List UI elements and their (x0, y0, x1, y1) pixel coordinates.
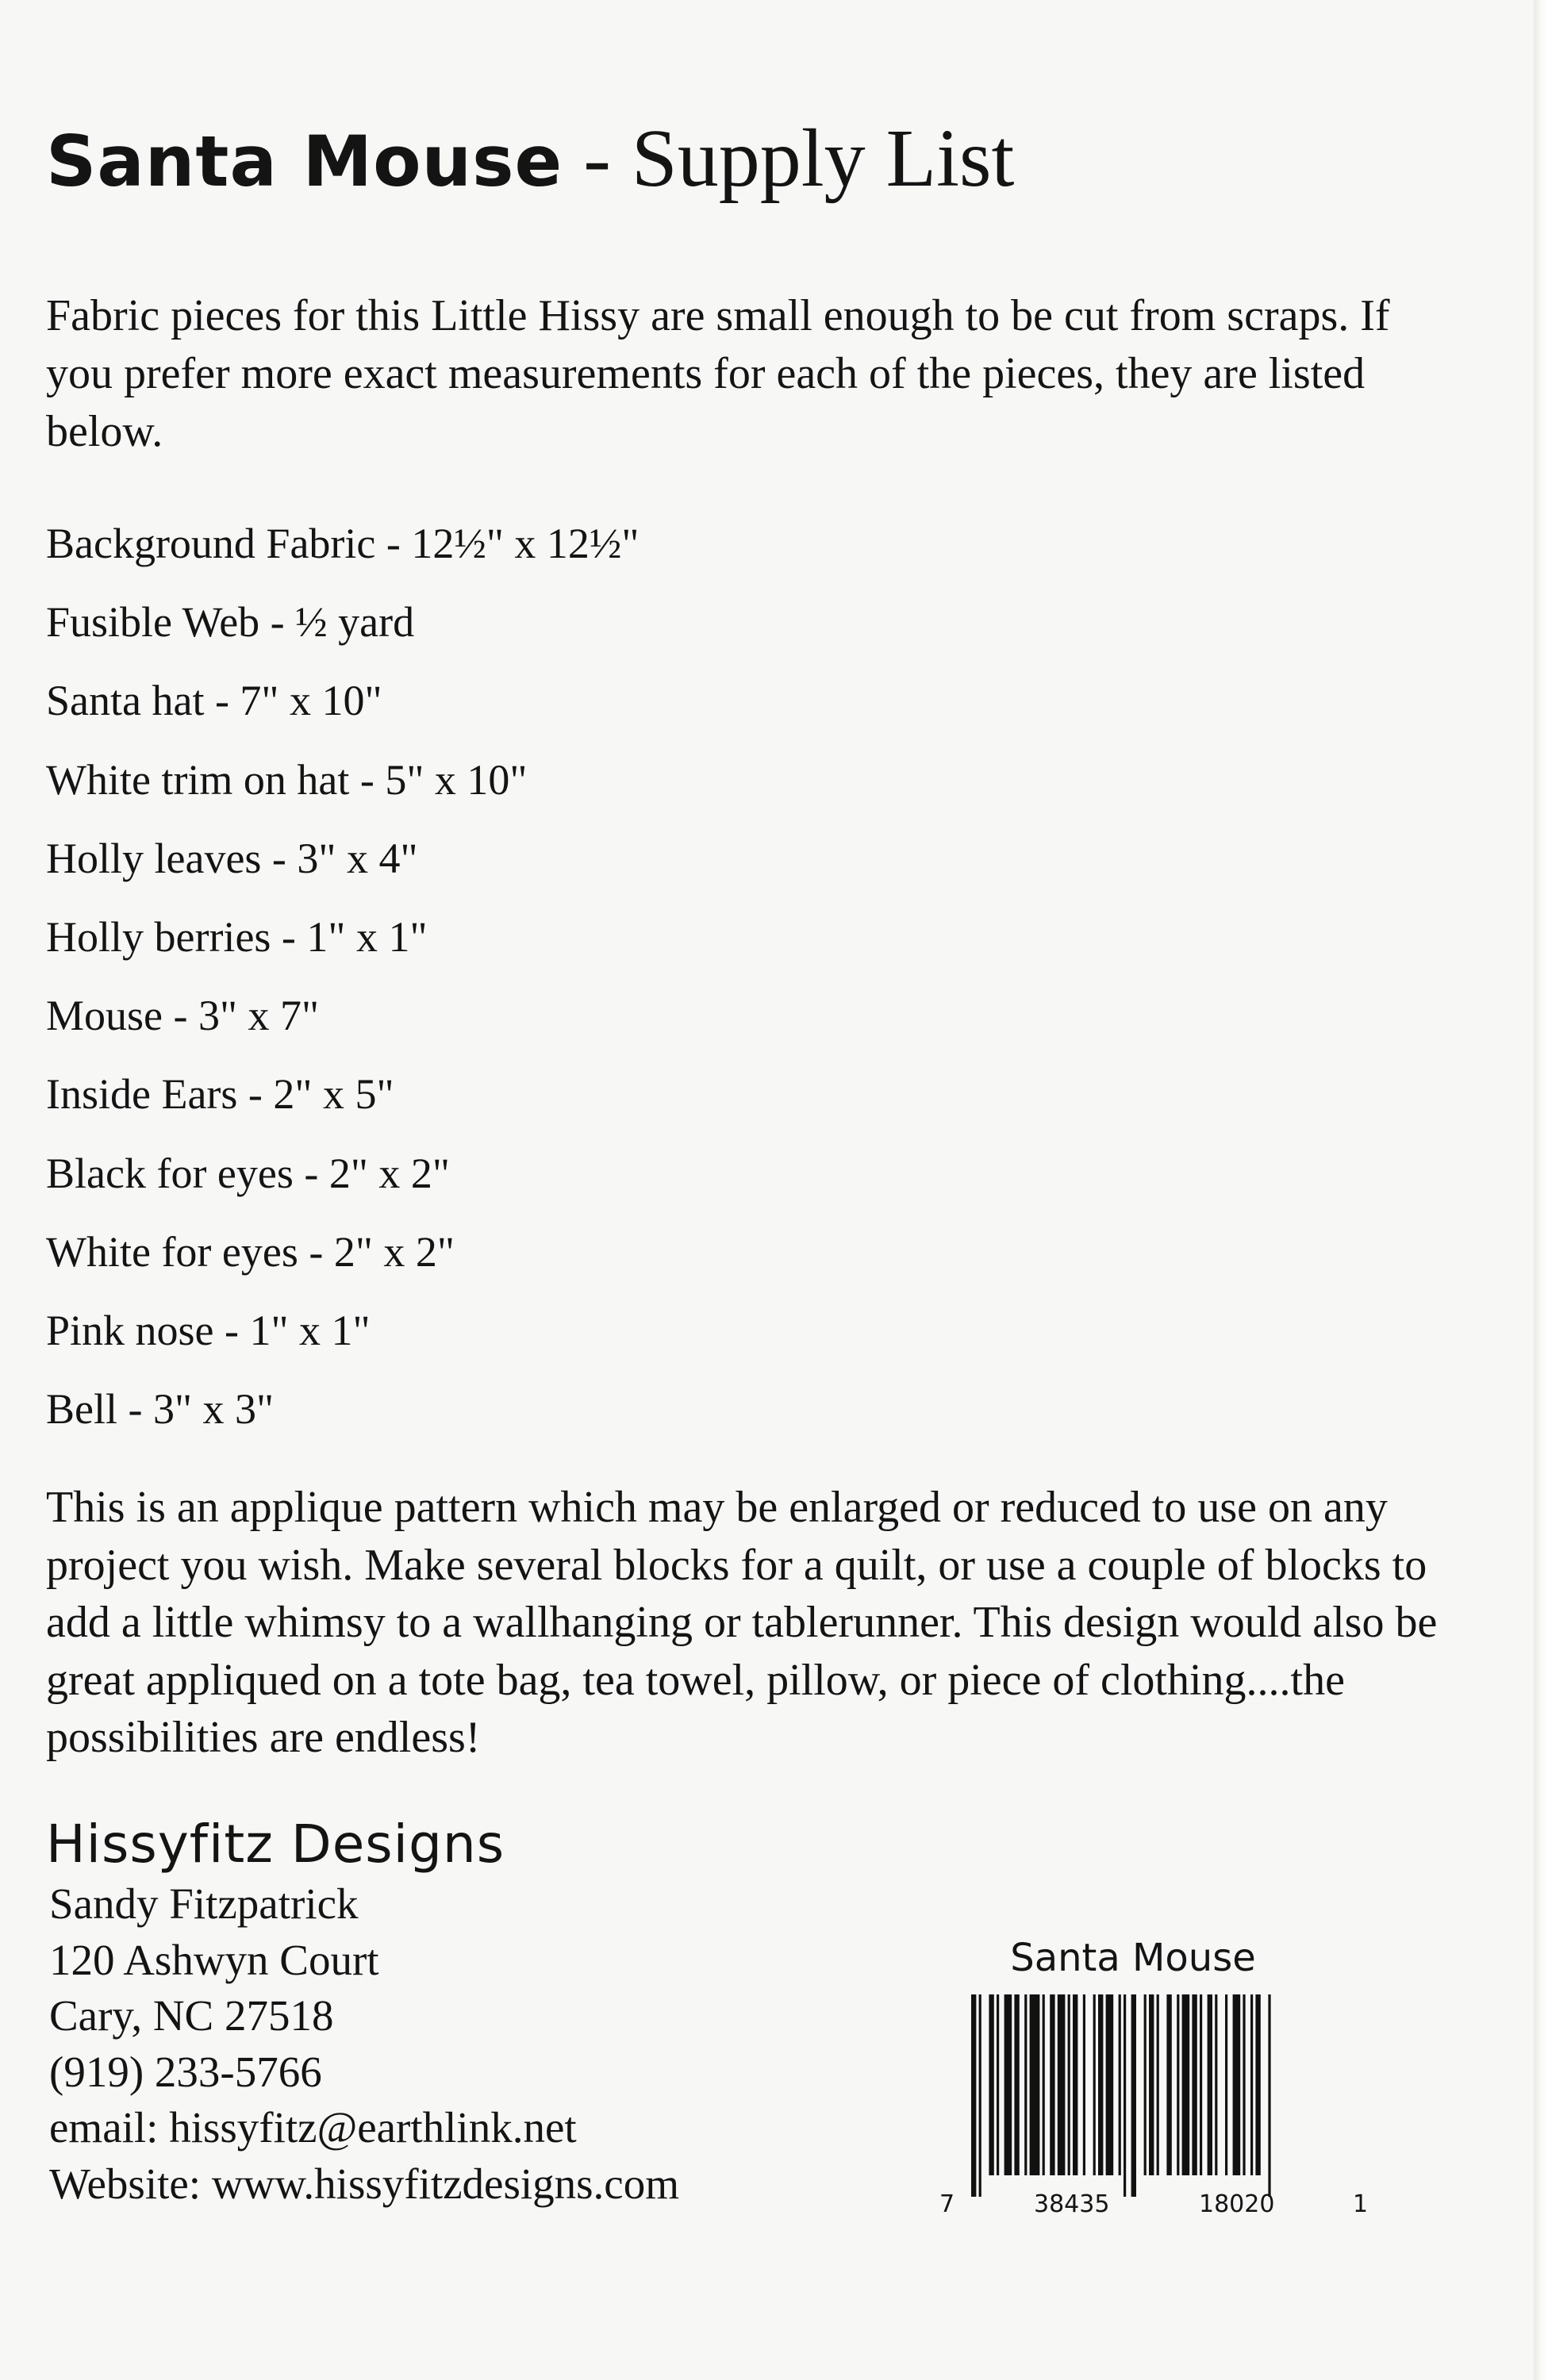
supply-item: White for eyes - 2" x 2" (46, 1227, 455, 1276)
barcode-bar (1177, 1994, 1179, 2175)
barcode-bar (971, 1994, 976, 2197)
barcode-bar (1083, 1994, 1085, 2175)
supply-item: Holly berries - 1" x 1" (46, 912, 428, 961)
contact-block (49, 1876, 679, 2212)
barcode-bar (1124, 1994, 1126, 2197)
supply-item: Bell - 3" x 3" (46, 1385, 275, 1434)
barcode-bar (1131, 1994, 1136, 2197)
contact-phone: (919) 233-5766 (49, 2047, 322, 2096)
contact-person: Sandy Fitzpatrick (49, 1879, 359, 1928)
supply-item: White trim on hat - 5" x 10" (46, 755, 528, 804)
contact-email: email: hissyfitz@earthlink.net (49, 2103, 577, 2152)
barcode-bar (1068, 1994, 1070, 2175)
supply-item: Santa hat - 7" x 10" (46, 677, 382, 725)
barcode-title: Santa Mouse (1010, 1936, 1256, 1980)
supply-item: Fusible Web - ½ yard (46, 598, 415, 647)
barcode-bar (1024, 1994, 1027, 2175)
contact-city: Cary, NC 27518 (49, 1991, 334, 2040)
supply-item: Mouse - 3" x 7" (46, 992, 320, 1040)
barcode-bar (1233, 1994, 1241, 2175)
barcode-bar (1098, 1994, 1103, 2175)
barcode-digit-group-right: 18020 (1199, 2190, 1275, 2218)
barcode-bar (1004, 1994, 1012, 2175)
barcode-bar (1093, 1994, 1096, 2175)
barcode-bar (1208, 1994, 1212, 2175)
intro-paragraph: Fabric pieces for this Little Hissy are small enough to be cut from scraps. If you prefer more exact measurements for each of the pieces, they are listed below. (46, 291, 1390, 456)
barcode-bar (1058, 1994, 1066, 2175)
barcode-bar (1192, 1994, 1197, 2175)
barcode-bar (1073, 1994, 1077, 2175)
barcode-bar (1268, 1994, 1270, 2197)
barcode-bar (1050, 1994, 1054, 2175)
pattern-description: This is an applique pattern which may be enlarged or reduced to use on any project you wish. Make several blocks for a quilt, or use a couple of blocks to add a little whimsy to a wallhanging or tablerunner. This design would also be great appliqued on a tote bag, tea towel, pillow, or piece of clothing....the possibilities are endless! (46, 1483, 1438, 1762)
barcode-digit-last: 1 (1353, 2190, 1369, 2218)
contact-street: 120 Ashwyn Court (49, 1935, 379, 1984)
supply-item: Inside Ears - 2" x 5" (46, 1070, 394, 1119)
barcode-bar (1255, 1994, 1260, 2175)
barcode-bar (1119, 1994, 1121, 2175)
barcode-bar (1182, 1994, 1190, 2175)
barcode-bar (1225, 1994, 1227, 2175)
barcode-bar (1144, 1994, 1147, 2175)
barcode-bar (989, 1994, 993, 2175)
barcode-digit-first: 7 (939, 2190, 955, 2218)
barcode-bar (1215, 1994, 1217, 2175)
company-name: Hissyfitz Designs (46, 1814, 505, 1875)
barcode-bar (1043, 1994, 1045, 2175)
title-rest: - Supply List (563, 113, 1015, 204)
barcode-bar (1014, 1994, 1019, 2175)
barcode-bar (1166, 1994, 1171, 2175)
supply-item: Background Fabric - 12½" x 12½" (46, 520, 640, 567)
contact-website: Website: www.hissyfitzdesigns.com (49, 2159, 679, 2208)
barcode-bar (1243, 1994, 1245, 2175)
barcode-bar (997, 1994, 999, 2175)
barcode-bars (971, 1994, 1344, 2197)
barcode-bar (1157, 1994, 1159, 2175)
supply-item: Holly leaves - 3" x 4" (46, 834, 418, 882)
supply-list (46, 512, 639, 1456)
barcode-bar (1250, 1994, 1253, 2175)
barcode-bar (1106, 1994, 1114, 2175)
barcode-digit-group-left: 38435 (1034, 2190, 1110, 2218)
barcode-bar (1149, 1994, 1154, 2175)
page-edge (1534, 0, 1548, 2380)
barcode-bar (1030, 1994, 1040, 2175)
supply-item: Pink nose - 1" x 1" (46, 1306, 371, 1354)
barcode-block (935, 1933, 1379, 2234)
barcode-bar (1200, 1994, 1202, 2175)
barcode-bar (979, 1994, 981, 2197)
title-decorative: Santa Mouse (46, 121, 563, 202)
supply-item: Black for eyes - 2" x 2" (46, 1149, 450, 1197)
page-title (46, 113, 1015, 204)
